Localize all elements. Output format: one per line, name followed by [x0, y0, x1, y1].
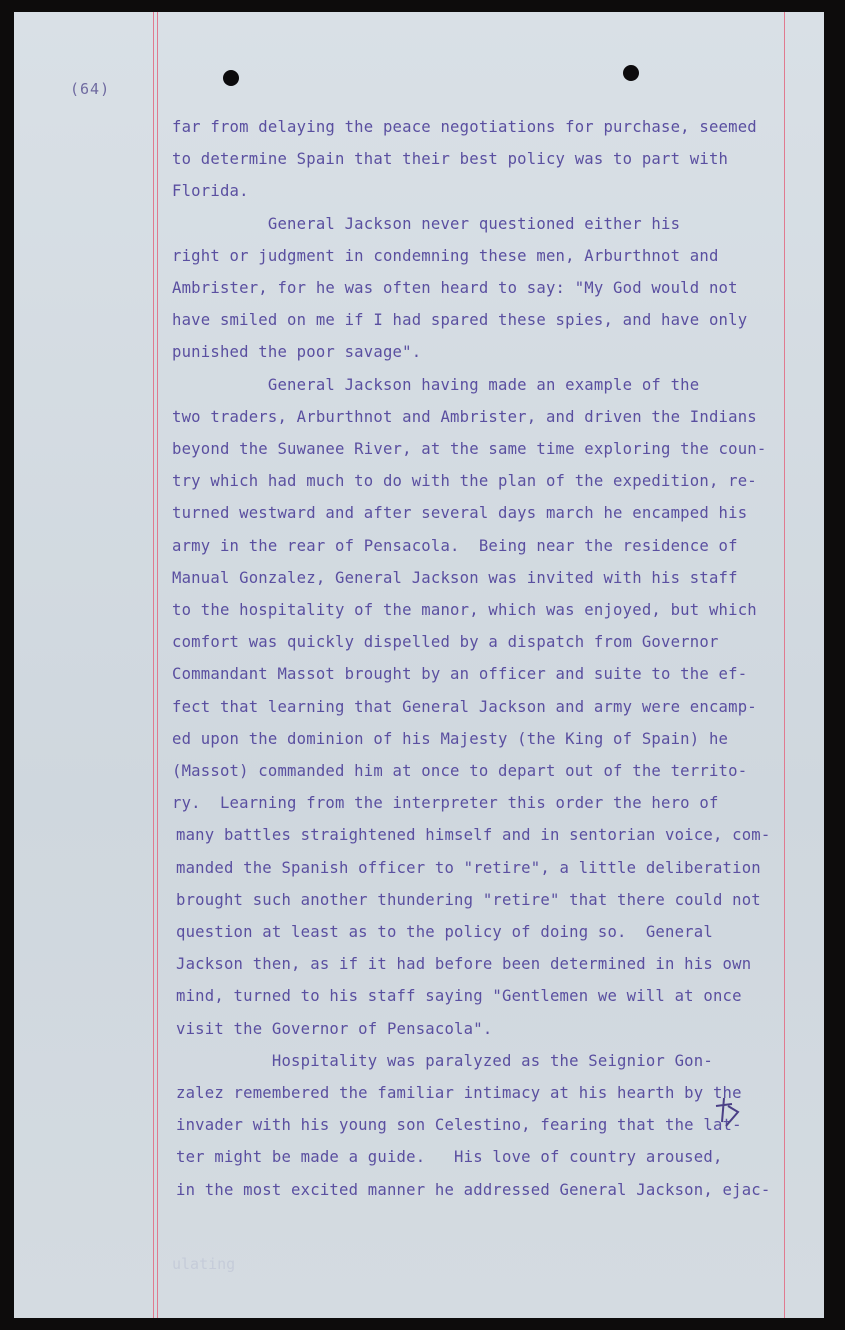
text-line: in the most excited manner he addressed General Jackson, ejac-: [176, 1180, 771, 1199]
punch-hole-right: [623, 65, 639, 81]
right-margin-rule: [784, 12, 785, 1318]
text-line: to determine Spain that their best policy was to part with: [172, 150, 729, 169]
page-number: (64): [70, 80, 111, 98]
text-line: question at least as to the policy of doing so. General: [176, 923, 713, 941]
text-line: beyond the Suwanee River, at the same time exploring the coun-: [172, 440, 767, 458]
text-line: army in the rear of Pensacola. Being near the residence of: [172, 536, 738, 555]
text-line: turned westward and after several days march he encamped his: [172, 504, 748, 523]
text-line: fect that learning that General Jackson and army were encamp-: [172, 697, 757, 716]
text-line: Commandant Massot brought by an officer and suite to the ef-: [172, 665, 748, 684]
text-line: comfort was quickly dispelled by a dispatch from Governor: [172, 633, 719, 652]
text-line: Florida.: [172, 182, 249, 201]
text-line: zalez remembered the familiar intimacy at his hearth by the: [176, 1084, 742, 1102]
text-line: (Massot) commanded him at once to depart out of the territo-: [172, 762, 748, 780]
text-line: many battles straightened himself and in sentorian voice, com-: [176, 826, 771, 845]
text-line: Ambrister, for he was often heard to say: "My God would not: [172, 279, 738, 297]
catchword-ghost: ulating: [172, 1255, 236, 1273]
text-line: General Jackson never questioned either his: [172, 214, 681, 233]
punch-hole-left: [223, 70, 239, 86]
left-margin-rule: [153, 12, 154, 1318]
text-line: mind, turned to his staff saying "Gentlemen we will at once: [176, 987, 742, 1006]
text-line: have smiled on me if I had spared these spies, and have only: [172, 311, 748, 330]
typewritten-page: [14, 12, 824, 1318]
text-line: try which had much to do with the plan of the expedition, re-: [172, 472, 757, 491]
text-line: General Jackson having made an example of the: [172, 375, 700, 394]
text-line: ter might be made a guide. His love of country aroused,: [176, 1148, 723, 1167]
text-line: far from delaying the peace negotiations for purchase, seemed: [172, 118, 757, 136]
handwritten-mark-icon: [712, 1092, 744, 1132]
text-line: two traders, Arburthnot and Ambrister, and driven the Indians: [172, 407, 757, 426]
text-line: Jackson then, as if it had before been determined in his own: [176, 955, 752, 974]
text-line: to the hospitality of the manor, which was enjoyed, but which: [172, 601, 757, 619]
text-line: ry. Learning from the interpreter this order the hero of: [172, 794, 719, 813]
text-line: brought such another thundering "retire" that there could not: [176, 890, 761, 909]
text-line: punished the poor savage".: [172, 343, 422, 362]
text-line: visit the Governor of Pensacola".: [176, 1019, 493, 1038]
text-line: right or judgment in condemning these men, Arburthnot and: [172, 246, 719, 265]
text-line: manded the Spanish officer to "retire", a little deliberation: [176, 858, 761, 877]
text-line: Hospitality was paralyzed as the Seignior Gon-: [176, 1051, 713, 1070]
left-margin-rule-inner: [157, 12, 158, 1318]
text-line: invader with his young son Celestino, fearing that the lat-: [176, 1116, 742, 1135]
text-line: ed upon the dominion of his Majesty (the King of Spain) he: [172, 729, 729, 748]
text-line: Manual Gonzalez, General Jackson was invited with his staff: [172, 568, 738, 587]
